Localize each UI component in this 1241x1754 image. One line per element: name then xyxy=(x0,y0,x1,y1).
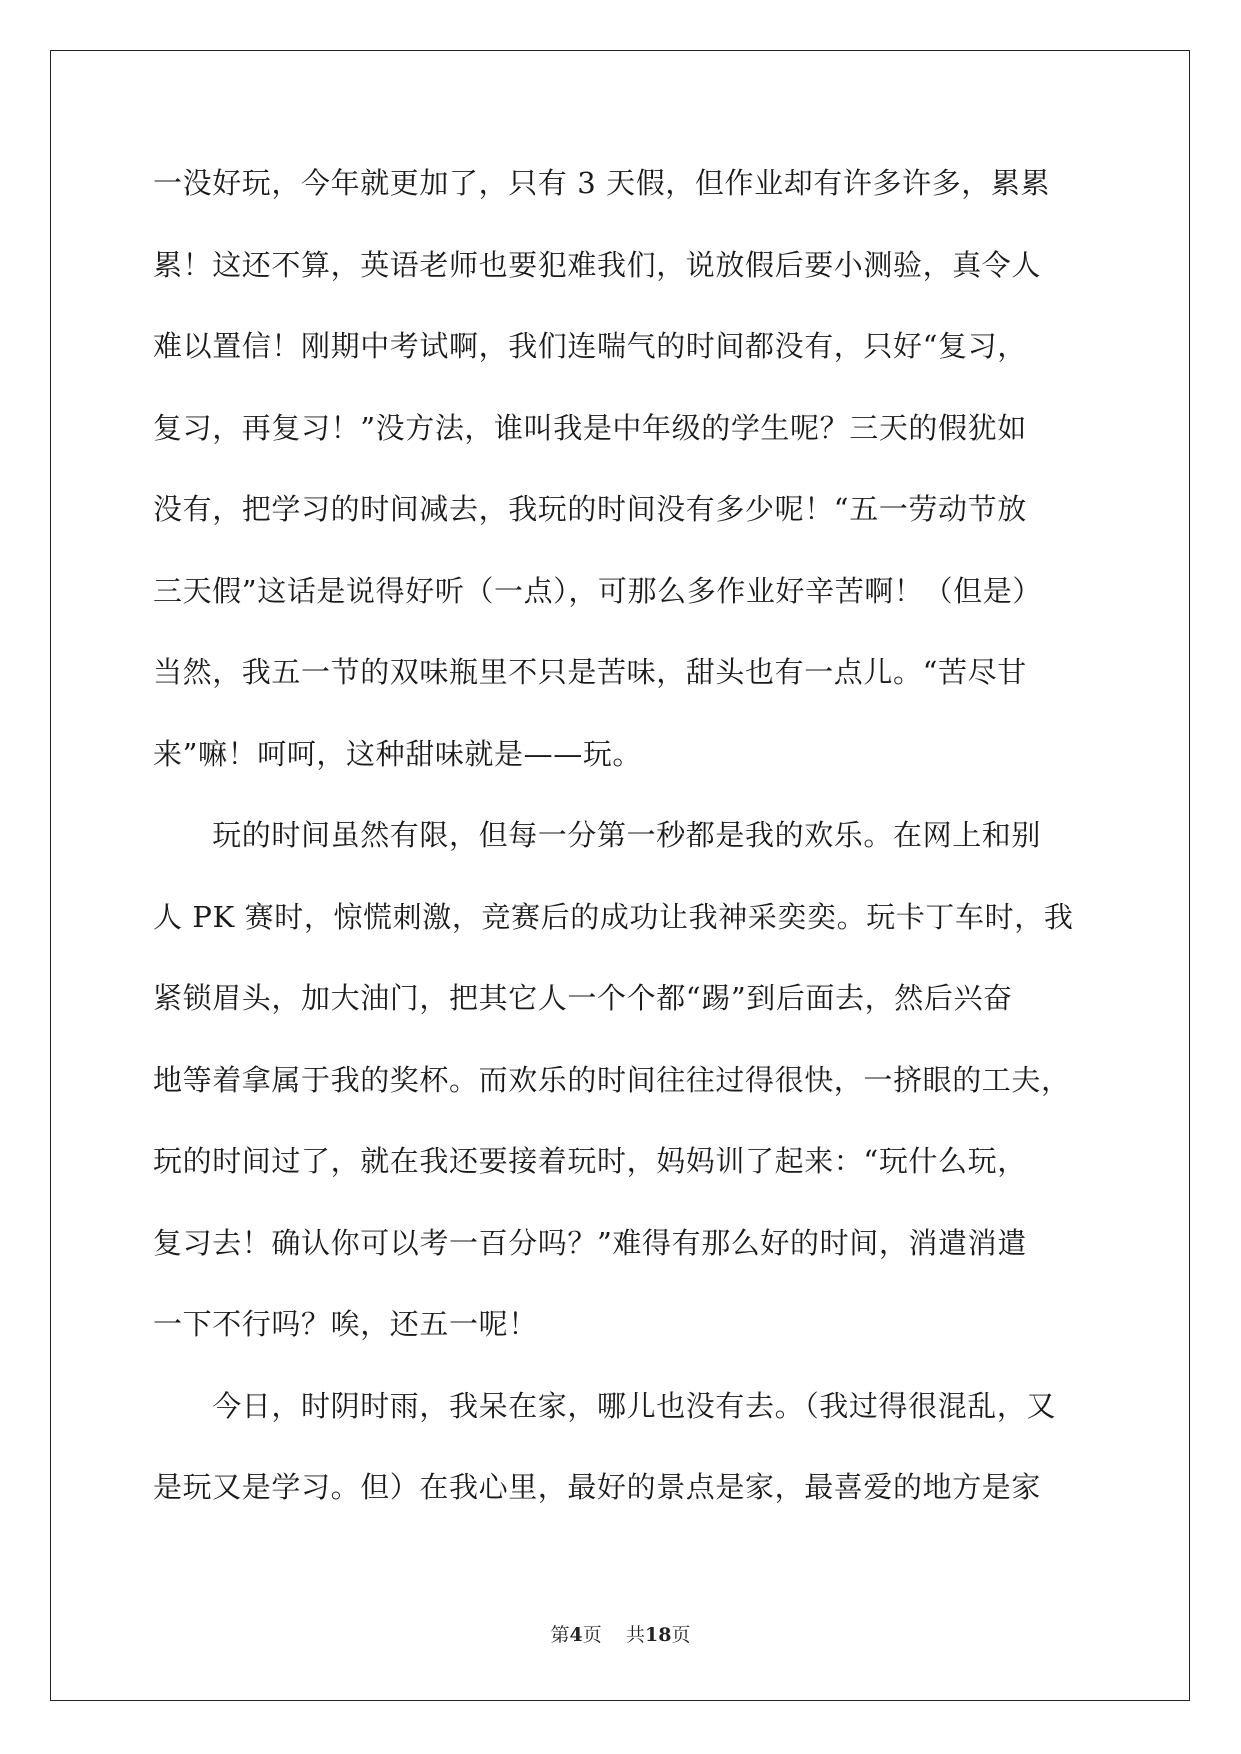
text-line: 当然，我五一节的双味瓶里不只是苦味，甜头也有一点儿。“苦尽甘 xyxy=(153,655,1027,689)
text-line: 一没好玩，今年就更加了，只有 3 天假，但作业却有许多许多，累累 xyxy=(153,166,1051,200)
text-line: 是玩又是学习。但）在我心里，最好的景点是家，最喜爱的地方是家 xyxy=(153,1470,1042,1504)
text-line: 紧锁眉头，加大油门，把其它人一个个都“踢”到后面去，然后兴奋 xyxy=(153,981,1013,1015)
text-line: 今日，时阴时雨，我呆在家，哪儿也没有去。（我过得很混乱，又 xyxy=(153,1388,1057,1423)
text-line: 玩的时间过了，就在我还要接着玩时，妈妈训了起来：“玩什么玩， xyxy=(153,1144,1027,1178)
text-line: 地等着拿属于我的奖杯。而欢乐的时间往往过得很快，一挤眼的工夫， xyxy=(153,1062,1071,1097)
page-prefix: 第 xyxy=(550,1624,570,1646)
page-number: 4 xyxy=(569,1624,583,1646)
text-line: 难以置信！刚期中考试啊，我们连喘气的时间都没有，只好“复习， xyxy=(153,329,1027,363)
document-body xyxy=(153,167,1113,1553)
text-line: 玩的时间虽然有限，但每一分第一秒都是我的欢乐。在网上和别 xyxy=(153,818,1042,852)
text-line: 人 PK 赛时，惊慌刺激，竞赛后的成功让我神采奕奕。玩卡丁车时，我 xyxy=(153,899,1074,934)
text-line: 复习，再复习！”没方法，谁叫我是中年级的学生呢？三天的假犹如 xyxy=(153,410,1027,445)
text-line: 没有，把学习的时间减去，我玩的时间没有多少呢！“五一劳动节放 xyxy=(153,492,1027,526)
total-prefix: 共 xyxy=(625,1624,645,1646)
text-line: 来”嘛！呵呵，这种甜味就是——玩。 xyxy=(153,736,643,771)
text-line: 三天假”这话是说得好听（一点），可那么多作业好辛苦啊！（但是） xyxy=(153,573,1042,608)
total-pages: 18 xyxy=(644,1624,672,1646)
text-line: 一下不行吗？唉，还五一呢！ xyxy=(153,1307,538,1341)
text-line: 复习去！确认你可以考一百分吗？”难得有那么好的时间，消遣消遣 xyxy=(153,1225,1027,1260)
page-suffix: 页 xyxy=(582,1624,602,1646)
text-line: 累！这还不算，英语老师也要犯难我们，说放假后要小测验，真令人 xyxy=(153,247,1042,282)
total-suffix: 页 xyxy=(671,1624,691,1646)
page-footer xyxy=(0,1623,1241,1647)
